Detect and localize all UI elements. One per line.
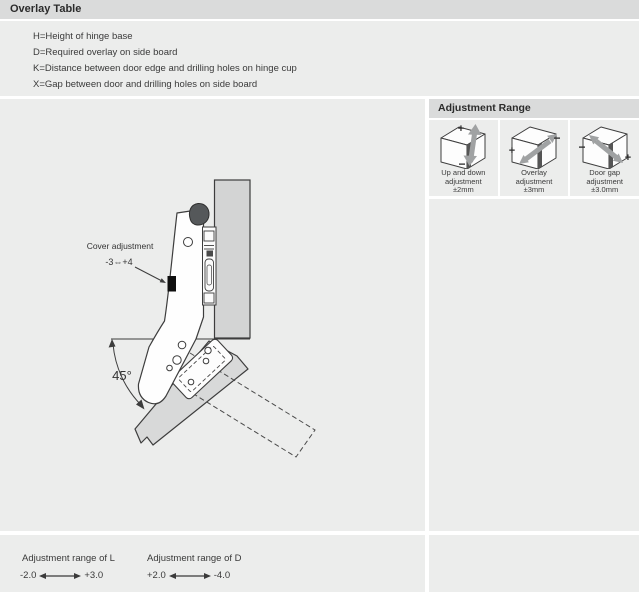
cell-label-line2: adjustment <box>444 176 482 186</box>
definition-d: D=Required overlay on side board <box>33 47 178 58</box>
cell-label-line2: adjustment <box>586 176 624 186</box>
leader-line <box>135 267 161 281</box>
minus-sign: − <box>578 140 586 154</box>
adjustment-cell-door-gap <box>570 120 639 196</box>
definition-x: X=Gap between door and drilling holes on side board <box>33 79 258 90</box>
range-l-values <box>20 570 115 581</box>
plus-sign: + <box>508 145 516 157</box>
right-panel-footer <box>429 535 639 592</box>
cell-value: ±3mm <box>523 185 545 194</box>
cover-adjustment-screw <box>168 276 177 292</box>
cell-label-line2: adjustment <box>515 176 553 186</box>
range-l-title: Adjustment range of L <box>22 553 115 564</box>
adjustment-cell-overlay <box>500 120 569 196</box>
arc-arrow-up-icon <box>109 339 116 348</box>
adjustment-cell-up-down <box>429 120 498 196</box>
plus-sign: + <box>624 152 631 164</box>
plus-sign: + <box>458 123 465 135</box>
definition-h: H=Height of hinge base <box>33 31 133 42</box>
cell-label-line1: Overlay <box>521 168 547 177</box>
range-d-to: -4.0 <box>213 570 231 581</box>
cover-adjustment-range: -3⇔+4 <box>105 257 133 267</box>
mounting-plate <box>203 227 217 305</box>
range-l-to: +3.0 <box>84 570 104 581</box>
adjustment-range-cells <box>429 120 639 196</box>
angle-label: 45° <box>112 368 132 383</box>
range-d-group <box>147 553 242 581</box>
range-d-values <box>147 570 242 581</box>
definition-k: K=Distance between door edge and drilling holes on hinge cup <box>33 63 297 74</box>
door-gap-adjustment-icon <box>576 121 634 169</box>
range-l-group <box>20 553 115 581</box>
cell-label-line1: Door gap <box>589 168 621 177</box>
hinge-cap-icon <box>189 203 209 225</box>
side-board <box>215 180 251 338</box>
hinge-diagram-panel <box>0 99 425 531</box>
right-panel-body <box>429 199 639 531</box>
double-arrow-icon <box>39 572 81 580</box>
cell-label-line1: Up and down <box>441 168 486 177</box>
range-l-from: -2.0 <box>20 570 37 581</box>
cell-value: ±3.0mm <box>591 185 619 194</box>
definitions-block <box>0 21 639 96</box>
up-down-adjustment-icon <box>434 121 492 169</box>
adjustment-range-header <box>429 99 639 118</box>
minus-sign: − <box>553 131 561 145</box>
hinge-45-degree-diagram <box>0 99 425 531</box>
range-d-from: +2.0 <box>147 570 166 581</box>
range-d-title: Adjustment range of D <box>147 553 242 564</box>
adjustment-range-title: Adjustment Range <box>438 102 531 114</box>
overlay-table-header <box>0 0 639 19</box>
overlay-table-title: Overlay Table <box>10 3 82 15</box>
cover-adjustment-label: Cover adjustment <box>86 241 154 251</box>
adjustment-ranges-footer <box>0 535 425 592</box>
leader-arrow-icon <box>160 278 166 283</box>
minus-sign: − <box>458 157 466 169</box>
cell-value: ±2mm <box>452 185 474 194</box>
overlay-adjustment-icon <box>505 121 563 169</box>
double-arrow-icon <box>169 572 211 580</box>
plate-cam-icon <box>207 251 214 257</box>
